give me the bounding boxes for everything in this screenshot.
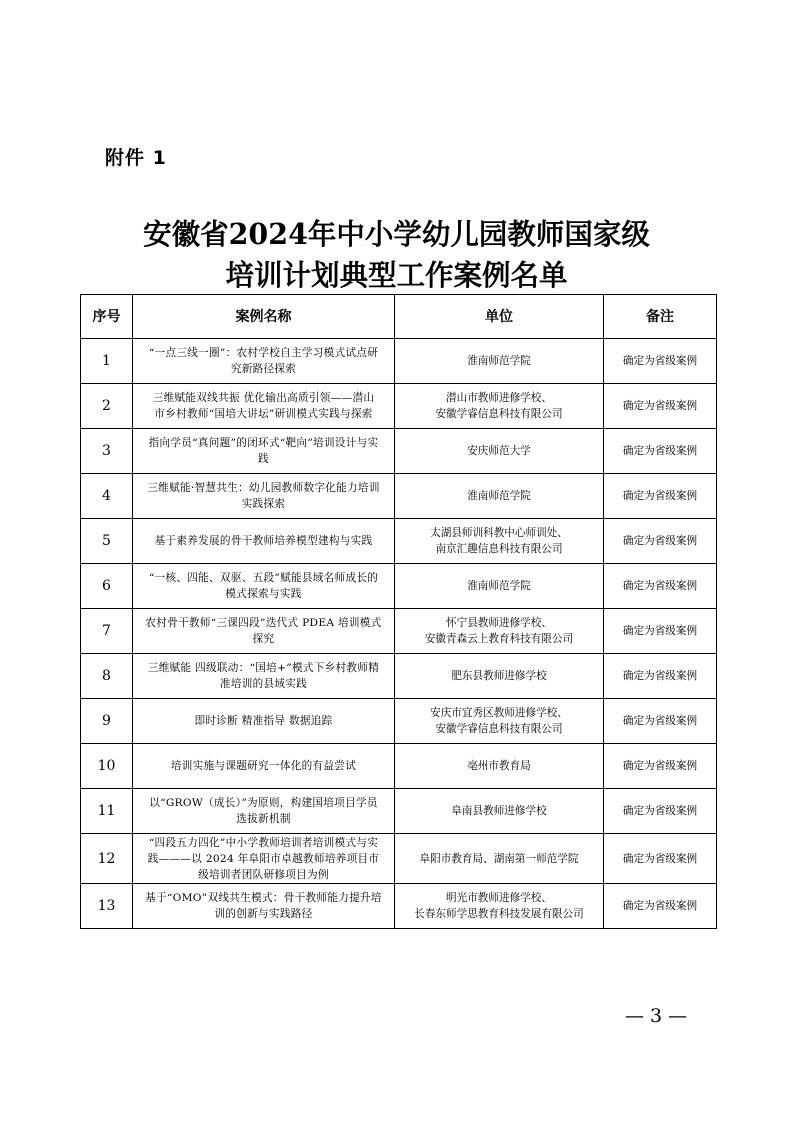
- cell-seq: 1: [81, 339, 133, 384]
- cell-seq: 2: [81, 384, 133, 429]
- cell-case-name: [133, 519, 395, 564]
- case-name-line: 三维赋能 四级联动：“国培+”模式下乡村教师精: [147, 662, 380, 674]
- case-name-line: 践: [258, 453, 269, 465]
- cell-seq: 5: [81, 519, 133, 564]
- header-unit: 单位: [395, 295, 604, 339]
- table-row: [81, 699, 717, 744]
- cell-case-name: [133, 429, 395, 474]
- cell-note: 确定为省级案例: [604, 429, 717, 474]
- cell-note: 确定为省级案例: [604, 519, 717, 564]
- case-name-line: 基于“OMO”双线共生模式：骨干教师能力提升培: [145, 892, 382, 904]
- cell-unit: [395, 834, 604, 884]
- cell-note: 确定为省级案例: [604, 789, 717, 834]
- header-case-name: 案例名称: [133, 295, 395, 339]
- unit-line: 安徽青森云上教育科技有限公司: [424, 633, 574, 645]
- case-name-line: 探究: [252, 633, 275, 645]
- table-body: [81, 339, 717, 929]
- cell-note: 确定为省级案例: [604, 884, 717, 929]
- case-name-line: 三维赋能双线共振 优化输出高质引领——潜山: [152, 392, 375, 404]
- cell-case-name: [133, 834, 395, 884]
- unit-line: 阜阳市教育局、湖南第一师范学院: [419, 852, 579, 865]
- case-name-line: 三维赋能·智慧共生：幼儿园教师数字化能力培训: [147, 482, 380, 494]
- cell-seq: 6: [81, 564, 133, 609]
- cell-seq: 12: [81, 834, 133, 884]
- case-name-line: “四段五力四化”中小学教师培训者培训模式与实: [148, 836, 379, 849]
- cell-seq: 7: [81, 609, 133, 654]
- case-name-line: 农村骨干教师“三课四段”迭代式 PDEA 培训模式: [145, 617, 382, 629]
- cell-note: 确定为省级案例: [604, 339, 717, 384]
- case-name-line: “一点三线一圈”：农村学校自主学习模式试点研: [148, 347, 379, 359]
- document-title: [0, 214, 793, 297]
- unit-line: 安庆师范大学: [467, 445, 531, 457]
- table-row: [81, 884, 717, 929]
- unit-line: 淮南师范学院: [467, 580, 531, 592]
- cell-unit: [395, 519, 604, 564]
- attachment-label: 附件 1: [105, 147, 167, 169]
- case-name-line: 指向学员“真问题”的闭环式“靶向”培训设计与实: [148, 437, 379, 449]
- unit-line: 长春东师学思教育科技发展有限公司: [414, 908, 584, 920]
- case-name-line: 以“GROW（成长）”为原则，构建国培项目学员: [149, 797, 378, 809]
- table-row: [81, 339, 717, 384]
- case-name-line: 究新路径探索: [230, 363, 297, 375]
- cell-seq: 10: [81, 744, 133, 789]
- cell-seq: 4: [81, 474, 133, 519]
- cell-unit: [395, 429, 604, 474]
- cell-note: 确定为省级案例: [604, 834, 717, 884]
- case-name-line: 准培训的县域实践: [219, 678, 308, 690]
- cell-seq: 11: [81, 789, 133, 834]
- unit-line: 潜山市教师进修学校、: [446, 392, 552, 404]
- table-row: [81, 429, 717, 474]
- cell-note: 确定为省级案例: [604, 609, 717, 654]
- case-name-line: 级培训者团队研修项目为例: [198, 868, 329, 881]
- case-name-line: 选拔新机制: [236, 813, 291, 825]
- cell-note: 确定为省级案例: [604, 384, 717, 429]
- cell-unit: [395, 339, 604, 384]
- unit-line: 淮南师范学院: [467, 490, 531, 502]
- table-row: [81, 789, 717, 834]
- cell-unit: [395, 699, 604, 744]
- cell-unit: [395, 789, 604, 834]
- cell-case-name: [133, 699, 395, 744]
- unit-line: 亳州市教育局: [467, 760, 531, 772]
- cell-note: 确定为省级案例: [604, 654, 717, 699]
- cell-seq: 13: [81, 884, 133, 929]
- case-name-line: 培训实施与课题研究一体化的有益尝试: [170, 760, 357, 772]
- unit-line: 安徽学睿信息科技有限公司: [435, 408, 563, 420]
- cell-note: 确定为省级案例: [604, 744, 717, 789]
- cell-case-name: [133, 884, 395, 929]
- unit-line: 肥东县教师进修学校: [451, 670, 547, 682]
- cell-unit: [395, 474, 604, 519]
- case-name-line: “一核、四能、双驱、五段”赋能县域名师成长的: [148, 572, 379, 584]
- cell-unit: [395, 654, 604, 699]
- table-row: [81, 744, 717, 789]
- cell-seq: 3: [81, 429, 133, 474]
- case-name-line: 践———以 2024 年阜阳市卓越教师培养项目市: [147, 852, 380, 865]
- cell-case-name: [133, 474, 395, 519]
- case-name-line: 市乡村教师“国培大讲坛”研训模式实践与探索: [154, 408, 373, 420]
- cell-case-name: [133, 654, 395, 699]
- unit-line: 明光市教师进修学校、: [446, 892, 552, 904]
- case-name-line: 基于素养发展的骨干教师培养模型建构与实践: [154, 535, 373, 547]
- table-row: [81, 519, 717, 564]
- cell-unit: [395, 609, 604, 654]
- cell-seq: 8: [81, 654, 133, 699]
- cell-note: 确定为省级案例: [604, 699, 717, 744]
- cell-case-name: [133, 789, 395, 834]
- unit-line: 安徽学睿信息科技有限公司: [435, 723, 563, 735]
- table-row: [81, 609, 717, 654]
- cell-unit: [395, 564, 604, 609]
- table-row: [81, 384, 717, 429]
- cell-note: 确定为省级案例: [604, 564, 717, 609]
- case-list-table: [80, 294, 717, 929]
- cell-case-name: [133, 609, 395, 654]
- unit-line: 淮南师范学院: [467, 355, 531, 367]
- unit-line: 安庆市宜秀区教师进修学校、: [430, 707, 568, 719]
- header-note: 备注: [604, 295, 717, 339]
- header-seq: 序号: [81, 295, 133, 339]
- page-number: — 3 —: [625, 1005, 688, 1027]
- case-name-line: 实践探索: [241, 498, 286, 510]
- table-row: [81, 474, 717, 519]
- table-row: [81, 564, 717, 609]
- case-name-line: 即时诊断 精准指导 数据追踪: [194, 715, 333, 727]
- cell-unit: [395, 744, 604, 789]
- cell-unit: [395, 384, 604, 429]
- cell-case-name: [133, 384, 395, 429]
- title-line-1: 安徽省2024年中小学幼儿园教师国家级: [143, 217, 650, 251]
- cell-note: 确定为省级案例: [604, 474, 717, 519]
- cell-seq: 9: [81, 699, 133, 744]
- cell-case-name: [133, 339, 395, 384]
- unit-line: 怀宁县教师进修学校、: [446, 617, 552, 629]
- unit-line: 南京汇趣信息科技有限公司: [435, 543, 563, 555]
- cell-case-name: [133, 564, 395, 609]
- unit-line: 太湖县师训科教中心师训处、: [430, 527, 568, 539]
- table-row: [81, 834, 717, 884]
- cell-case-name: [133, 744, 395, 789]
- unit-line: 阜南县教师进修学校: [451, 805, 547, 817]
- case-name-line: 训的创新与实践路径: [214, 908, 313, 920]
- table-header-row: [81, 295, 717, 339]
- title-line-2: 培训计划典型工作案例名单: [225, 258, 568, 293]
- case-name-line: 模式探索与实践: [225, 588, 302, 600]
- table-row: [81, 654, 717, 699]
- cell-unit: [395, 884, 604, 929]
